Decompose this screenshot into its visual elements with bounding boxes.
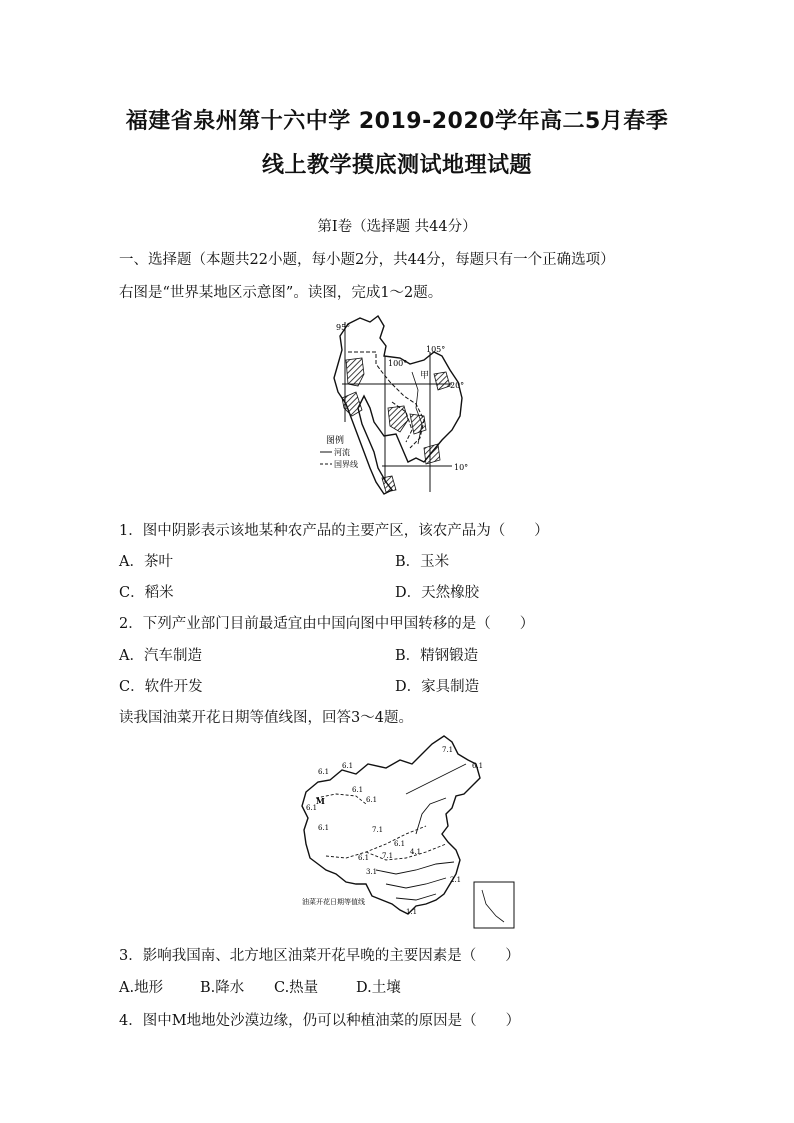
isoline-label: 7.1: [372, 826, 384, 834]
document-title-line2: 线上教学摸底测试地理试题: [261, 153, 532, 178]
isoline-label: 6.1: [352, 786, 364, 794]
intro-q1-2: 右图是“世界某地区示意图”。读图，完成1～2题。: [119, 285, 443, 301]
q2-option-d: D．家具制造: [395, 679, 480, 695]
hatched-region: [382, 476, 396, 492]
isoline-label: 4.1: [410, 848, 422, 856]
hatched-region: [424, 444, 440, 464]
isoline: [376, 862, 454, 874]
q3-option-b: B.降水: [200, 980, 245, 996]
q3-option-a: A.地形: [119, 980, 164, 996]
q4-stem: 4．图中M地地处沙漠边缘，仍可以种植油菜的原因是（ ）: [119, 1013, 521, 1029]
q2-option-c: C．软件开发: [119, 679, 203, 695]
isoline-label: 6.1: [366, 796, 378, 804]
southeast-asia-map: [312, 312, 474, 500]
isoline: [396, 894, 436, 900]
isoline-label: 6.1: [318, 824, 330, 832]
lat-10-label: 10°: [454, 463, 469, 472]
isoline-label: 6.1: [318, 768, 330, 776]
isoline: [366, 844, 446, 860]
map2-caption: 油菜开花日期等值线: [302, 898, 365, 906]
q1-option-a: A．茶叶: [119, 554, 173, 570]
country-jia-label: 甲: [420, 371, 430, 381]
hatched-region: [346, 358, 364, 386]
hatched-region: [434, 372, 450, 390]
intro-q3-4: 读我国油菜开花日期等值线图，回答3～4题。: [119, 710, 413, 726]
isoline-label: 7.1: [442, 746, 454, 754]
isoline-label: 6.1: [342, 762, 354, 770]
q1-stem: 1．图中阴影表示该地某种农产品的主要产区，该农产品为（ ）: [119, 523, 549, 539]
isoline-label: 6.1: [472, 762, 484, 770]
china-isoline-map: [296, 734, 518, 930]
instructions: 一、选择题（本题共22小题，每小题2分，共44分，每题只有一个正确选项）: [119, 252, 615, 268]
isoline-label: 6.1: [394, 840, 406, 848]
q1-option-d: D．天然橡胶: [395, 585, 480, 601]
q2-stem: 2．下列产业部门目前最适宜由中国向图中甲国转移的是（ ）: [119, 616, 535, 632]
lon-100-label: 100°: [388, 359, 408, 368]
hatched-region: [388, 406, 408, 432]
isoline-label: 6.1: [306, 804, 318, 812]
isoline-label: 1.1: [406, 908, 418, 916]
section-heading: 第Ⅰ卷（选择题 共44分）: [317, 219, 477, 235]
legend-title: 图例: [326, 436, 345, 446]
south-china-sea-inset: [474, 882, 514, 928]
inset-coast: [482, 890, 504, 922]
isoline-label: 6.1: [358, 854, 370, 862]
q3-option-d: D.土壤: [356, 980, 401, 996]
q3-stem: 3．影响我国南、北方地区油菜开花早晚的主要因素是（ ）: [119, 948, 520, 964]
isoline: [406, 764, 466, 794]
q1-option-c: C．稻米: [119, 585, 174, 601]
q2-option-b: B．精钢锻造: [395, 648, 479, 664]
legend-river-label: 河流: [334, 448, 350, 457]
q2-option-a: A．汽车制造: [119, 648, 202, 664]
lon-105-label: 105°: [426, 345, 446, 354]
isoline-label: 3.1: [366, 868, 378, 876]
q1-option-b: B．玉米: [395, 554, 450, 570]
q3-option-c: C.热量: [274, 980, 319, 996]
isoline-label: 2.1: [450, 876, 462, 884]
point-m-label: M: [316, 796, 325, 806]
isoline: [386, 878, 446, 888]
lat-20-label: 20°: [450, 381, 465, 390]
hatched-region: [410, 414, 426, 434]
lon-95-label: 95°: [336, 323, 351, 332]
isoline-label: 7.1: [382, 852, 394, 860]
document-title-line1: 福建省泉州第十六中学 2019-2020学年高二5月春季: [125, 109, 669, 134]
legend-border-label: 国界线: [334, 460, 358, 469]
